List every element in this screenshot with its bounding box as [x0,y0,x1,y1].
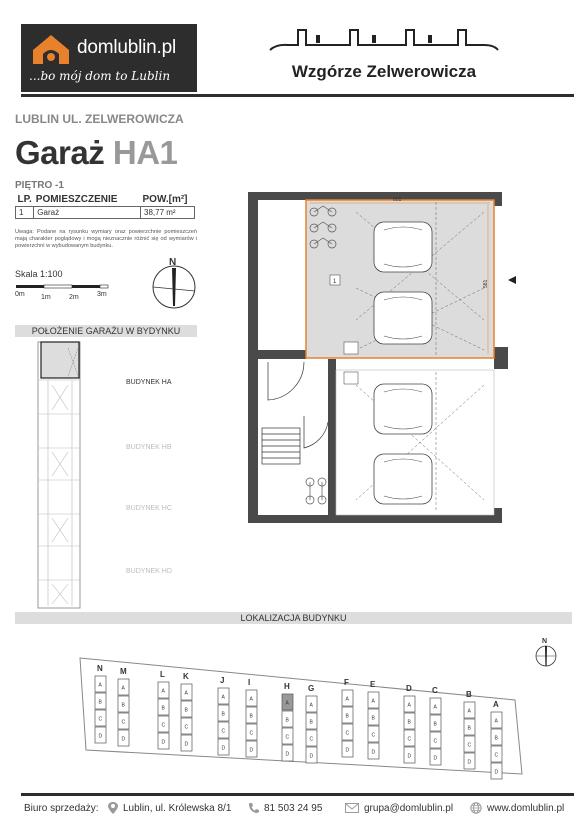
room-number: 1 [333,279,337,285]
unit-label: B [371,715,375,722]
table-row [16,207,195,219]
unit-label: C [249,730,254,737]
unit-label: C [161,722,166,729]
unit-label: D [161,739,166,746]
block-label-n: N [97,664,103,673]
unit-label: A [249,696,253,703]
unit-label: D [467,759,472,766]
site-map [70,650,530,780]
unit-label: C [221,728,226,735]
unit-label: A [285,700,289,707]
scale-tick: 1m [41,294,51,301]
footer-website[interactable]: www.domlublin.pl [487,803,565,814]
unit-label: B [184,707,188,714]
unit-label: A [371,698,375,705]
unit-label: C [184,724,189,731]
email-icon [345,803,359,813]
unit-label: C [407,736,412,743]
header-divider [21,94,574,97]
unit-label: A [121,685,125,692]
unit-label: C [98,716,103,723]
block-label-f: F [344,678,349,687]
unit-label: C [467,742,472,749]
footer-divider [21,793,574,796]
unit-label: D [371,749,376,756]
unit-label: D [121,736,126,743]
unit-label: A [345,696,349,703]
building-label-hc: BUDYNEK HC [126,505,172,512]
scale-label: Skala 1:100 [15,269,63,279]
compass-small-label: N [542,638,548,645]
unit-label: A [494,718,498,725]
unit-label: D [345,747,350,754]
page-title [15,134,177,172]
localization-section-title: LOKALIZACJA BUDYNKU [15,612,572,624]
scale-tick: 0m [15,291,25,298]
col-header-room: POMIESZCZENIE [35,194,118,205]
dimension-top: 601 [393,197,402,203]
unit-label: C [285,734,290,741]
block-label-b: B [466,690,472,699]
unit-label: A [184,690,188,697]
block-label-h: H [284,682,290,691]
unit-label: B [98,699,102,706]
logo-brand: domlublin.pl [77,37,176,58]
unit-label: B [161,705,165,712]
unit-label: C [309,736,314,743]
cell-area: 38,77 m² [141,207,195,219]
unit-label: B [249,713,253,720]
unit-label: D [249,747,254,754]
unit-label: C [121,719,126,726]
unit-label: B [407,719,411,726]
unit-label: A [433,704,437,711]
phone-icon [248,802,260,814]
block-label-d: D [406,684,412,693]
block-label-m: M [120,667,127,676]
cell-lp: 1 [16,207,34,219]
unit-label: B [309,719,313,726]
building-position-diagram [28,340,88,610]
block-label-g: G [308,684,315,693]
unit-label: A [161,688,165,695]
block-label-j: J [220,676,225,685]
disclaimer-note: Uwaga: Podane na rysunku wymiary oraz powierzchnie pomieszczeń mają charakter poglądowy i mogą nieznacznie różnić się od wymiarów i powierzchni w wybudowanym budynku. [15,229,197,249]
building-label-ha: BUDYNEK HA [126,379,172,386]
house-logo-icon [30,32,72,66]
unit-label: A [467,708,471,715]
project-name: Wzgórze Zelwerowicza [291,62,477,81]
unit-label: C [433,738,438,745]
skyline-logo-icon [268,26,500,58]
unit-label: D [285,751,290,758]
globe-icon [470,802,482,814]
footer-phone: 81 503 24 95 [264,803,323,814]
footer-address: Lublin, ul. Królewska 8/1 [123,803,232,814]
logo-tagline: ...bo mój dom to Lublin [29,69,171,83]
title-prefix: Garaż [15,134,105,171]
unit-label: B [221,711,225,718]
building-label-hd: BUDYNEK HD [126,568,172,575]
unit-label: B [433,721,437,728]
compass-icon [150,255,198,311]
block-label-a: A [493,700,499,709]
compass-label: N [169,257,177,268]
garage-floor-plan [238,190,528,530]
room-table [15,193,195,219]
scale-tick: 3m [97,291,107,298]
cell-room: Garaż [34,207,141,219]
location-pin-icon [108,801,118,815]
floor-label: PIĘTRO -1 [15,180,64,191]
scale-bar [16,283,110,291]
unit-label: C [345,730,350,737]
unit-label: B [467,725,471,732]
col-header-area: POW.[m²] [142,194,188,205]
unit-label: A [221,694,225,701]
unit-label: A [407,702,411,709]
unit-label: C [371,732,376,739]
unit-label: B [121,702,125,709]
block-label-i: I [248,678,251,687]
unit-label: A [309,702,313,709]
position-section-title: POŁOŻENIE GARAŻU W BYDYNKU [15,325,197,337]
unit-label: B [494,735,498,742]
unit-label: D [98,733,103,740]
unit-label: A [98,682,102,689]
building-label-hb: BUDYNEK HB [126,444,172,451]
entry-arrow-icon [508,276,516,284]
unit-label: D [407,753,412,760]
domlublin-logo[interactable] [21,24,197,92]
footer-email[interactable]: grupa@domlublin.pl [364,803,454,814]
unit-label: B [285,717,289,724]
unit-label: D [433,755,438,762]
dimension-right: 581 [483,279,489,288]
location-label: LUBLIN UL. ZELWEROWICZA [15,112,184,126]
block-label-e: E [370,680,376,689]
title-code: HA1 [112,134,178,171]
scale-tick: 2m [69,294,79,301]
unit-label: B [345,713,349,720]
unit-label: D [494,769,499,776]
unit-label: D [184,741,189,748]
unit-label: D [221,745,226,752]
compass-small-icon [534,636,558,668]
block-label-c: C [432,686,438,695]
col-header-lp: LP. [17,194,32,205]
unit-label: C [494,752,499,759]
block-label-l: L [160,670,165,679]
unit-label: D [309,753,314,760]
block-label-k: K [183,672,189,681]
footer-label: Biuro sprzedaży: [24,803,99,814]
